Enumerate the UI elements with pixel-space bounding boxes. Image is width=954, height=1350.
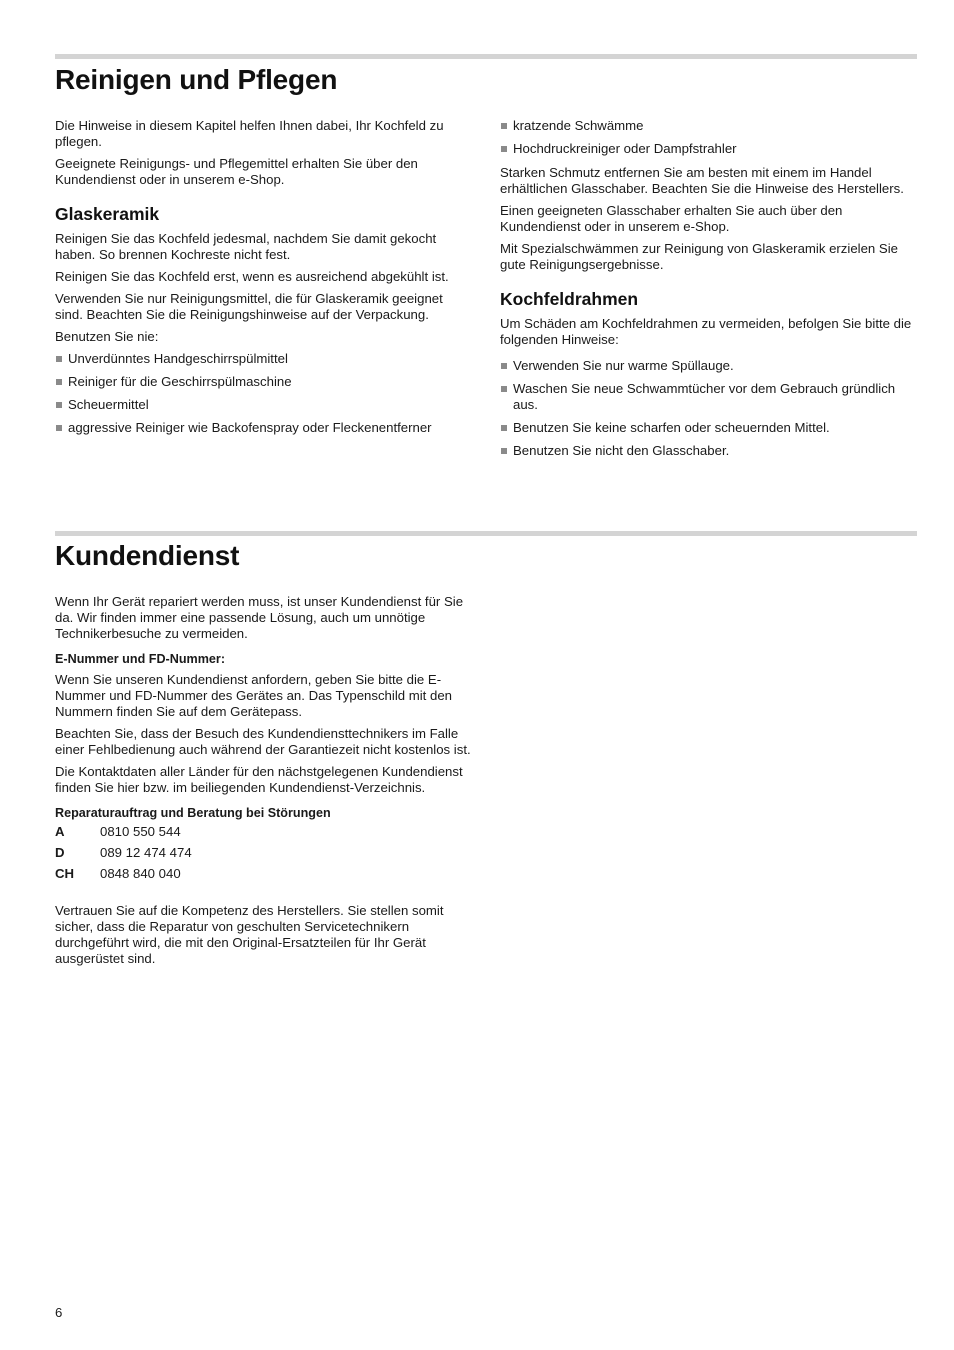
list-item: Waschen Sie neue Schwammtücher vor dem Gebrauch gründlich aus. bbox=[500, 381, 918, 413]
section-title-reinigen: Reinigen und Pflegen bbox=[55, 64, 338, 95]
table-row bbox=[55, 824, 192, 845]
phone-table bbox=[55, 824, 192, 887]
heading-kochfeldrahmen: Kochfeldrahmen bbox=[500, 289, 639, 309]
list-item: Scheuermittel bbox=[55, 397, 473, 413]
section-title-kundendienst: Kundendienst bbox=[55, 540, 240, 571]
glaskeramik-paragraph: Starken Schmutz entfernen Sie am besten mit einem im Handel erhältlichen Glasschaber. Beachten Sie die Hinweise des Herstellers. bbox=[500, 165, 904, 196]
never-use-list bbox=[55, 351, 473, 436]
heading-glaskeramik: Glaskeramik bbox=[55, 204, 160, 224]
country-code: A bbox=[55, 824, 65, 839]
phone-number: 0848 840 040 bbox=[100, 866, 181, 881]
phone-number: 089 12 474 474 bbox=[100, 845, 192, 860]
list-item: Benutzen Sie nicht den Glasschaber. bbox=[500, 443, 918, 459]
glaskeramik-paragraph: Einen geeigneten Glasschaber erhalten Sie auch über den Kundendienst oder in unserem e-Shop. bbox=[500, 203, 843, 234]
country-code: CH bbox=[55, 866, 75, 881]
table-row bbox=[55, 845, 192, 866]
list-item: Verwenden Sie nur warme Spüllauge. bbox=[500, 358, 918, 374]
kochfeldrahmen-list bbox=[500, 358, 918, 459]
intro-paragraph: Geeignete Reinigungs- und Pflegemittel erhalten Sie über den Kundendienst oder in unserem e-Shop. bbox=[55, 156, 418, 187]
kundendienst-paragraph: Beachten Sie, dass der Besuch des Kundendiensttechnikers im Falle einer Fehlbedienung auch während der Garantiezeit nicht kostenlos ist. bbox=[55, 726, 471, 757]
glaskeramik-paragraph: Benutzen Sie nie: bbox=[55, 329, 159, 344]
glaskeramik-paragraph: Mit Spezialschwämmen zur Reinigung von Glaskeramik erzielen Sie gute Reinigungsergebnisse. bbox=[500, 241, 898, 272]
list-item: Hochdruckreiniger oder Dampfstrahler bbox=[500, 141, 918, 157]
table-row bbox=[55, 866, 192, 887]
glaskeramik-paragraph: Reinigen Sie das Kochfeld erst, wenn es ausreichend abgekühlt ist. bbox=[55, 269, 449, 284]
glaskeramik-paragraph: Verwenden Sie nur Reinigungsmittel, die für Glaskeramik geeignet sind. Beachten Sie die Reinigungshinweise auf der Verpackung. bbox=[55, 291, 443, 322]
list-item: aggressive Reiniger wie Backofenspray oder Fleckenentferner bbox=[55, 420, 473, 436]
list-item: Benutzen Sie keine scharfen oder scheuernden Mittel. bbox=[500, 420, 918, 436]
list-item: Unverdünntes Handgeschirrspülmittel bbox=[55, 351, 473, 367]
left-column-section2 bbox=[55, 594, 473, 973]
closing-paragraph: Vertrauen Sie auf die Kompetenz des Herstellers. Sie stellen somit sicher, dass die Reparatur von geschulten Servicetechnikern durchgeführt wird, die mit den Original-Ersatzteilen für Ihr Gerät ausgerüstet sind. bbox=[55, 903, 444, 966]
left-column-section1 bbox=[55, 118, 473, 444]
kundendienst-paragraph: Wenn Sie unseren Kundendienst anfordern, geben Sie bitte die E-Nummer und FD-Nummer des Gerätes an. Das Typenschild mit den Nummern finden Sie auf dem Gerätepass. bbox=[55, 672, 452, 719]
right-column-section1 bbox=[500, 118, 918, 467]
heading-e-nummer: E-Nummer und FD-Nummer: bbox=[55, 652, 226, 666]
glaskeramik-paragraph: Reinigen Sie das Kochfeld jedesmal, nachdem Sie damit gekocht haben. So brennen Kochreste nicht fest. bbox=[55, 231, 437, 262]
page-number: 6 bbox=[55, 1305, 63, 1320]
kundendienst-paragraph: Die Kontaktdaten aller Länder für den nächstgelegenen Kundendienst finden Sie hier bzw. im beiliegenden Kundendienst-Verzeichnis. bbox=[55, 764, 463, 795]
section-divider bbox=[55, 54, 917, 59]
list-item: Reiniger für die Geschirrspülmaschine bbox=[55, 374, 473, 390]
country-code: D bbox=[55, 845, 65, 860]
kochfeldrahmen-intro: Um Schäden am Kochfeldrahmen zu vermeiden, befolgen Sie bitte die folgenden Hinweise: bbox=[500, 316, 912, 347]
heading-reparaturauftrag: Reparaturauftrag und Beratung bei Störungen bbox=[55, 806, 331, 820]
list-item: kratzende Schwämme bbox=[500, 118, 918, 134]
intro-paragraph: Die Hinweise in diesem Kapitel helfen Ihnen dabei, Ihr Kochfeld zu pflegen. bbox=[55, 118, 444, 149]
never-use-list-continued bbox=[500, 118, 918, 157]
phone-number: 0810 550 544 bbox=[100, 824, 181, 839]
kundendienst-intro: Wenn Ihr Gerät repariert werden muss, ist unser Kundendienst für Sie da. Wir finden immer eine passende Lösung, auch um unnötige Technikerbesuche zu vermeiden. bbox=[55, 594, 464, 641]
section-divider bbox=[55, 531, 917, 536]
